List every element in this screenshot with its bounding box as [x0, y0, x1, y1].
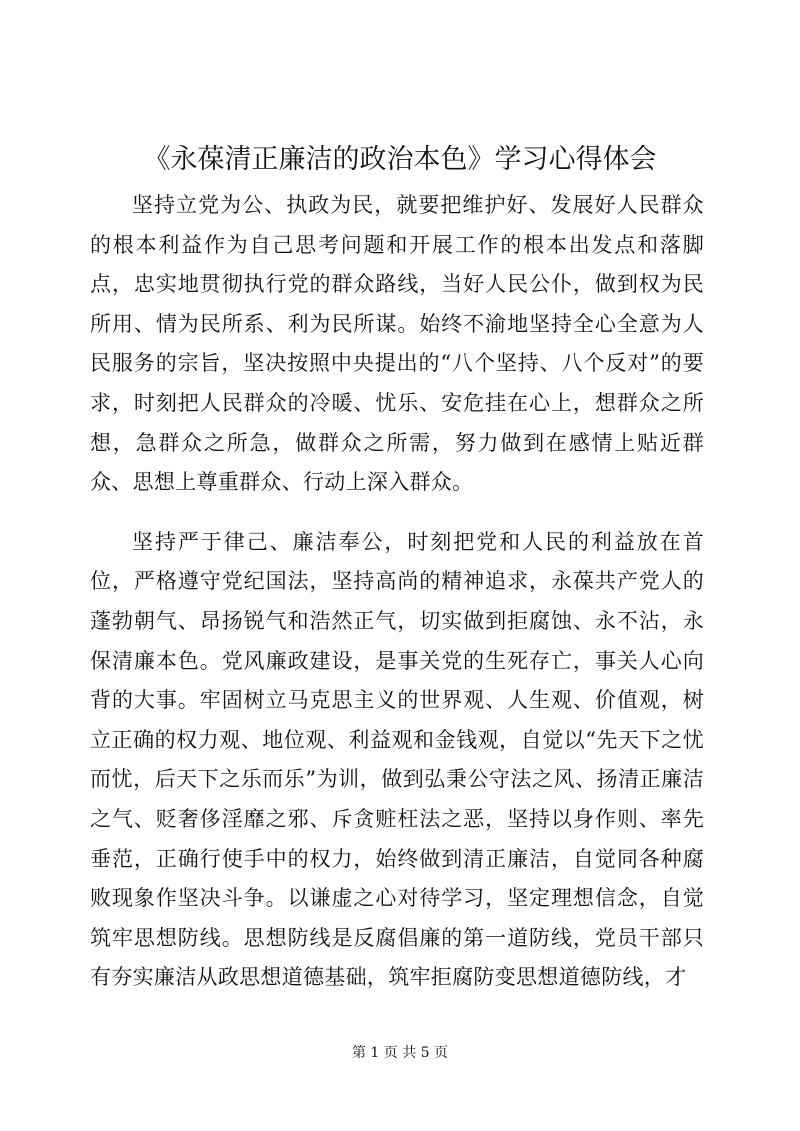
document-title: 《永葆清正廉洁的政治本色》学习心得体会	[143, 144, 657, 175]
paragraph-1: 坚持立党为公、执政为民，就要把维护好、发展好人民群众的根本利益作为自己思考问题和开展工作的根本出发点和落脚点，忠实地贯彻执行党的群众路线，当好人民公仆，做到权为民所用、情为民所系、利为民所谋。始终不渝地坚持全心全意为人民服务的宗旨，坚决按照中央提出的“八个坚持、八个反对”的要求，时刻把人民群众的冷暖、忧乐、安危挂在心上，想群众之所想，急群众之所急，做群众之所需，努力做到在感情上贴近群众、思想上尊重群众、行动上深入群众。	[90, 193, 704, 495]
page-number-footer: 第 1 页 共 5 页	[351, 1045, 449, 1061]
document-body	[90, 186, 704, 998]
paragraph-2: 坚持严于律己、廉洁奉公，时刻把党和人民的利益放在首位，严格遵守党纪国法，坚持高尚的精神追求，永葆共产党人的蓬勃朝气、昂扬锐气和浩然正气，切实做到拒腐蚀、永不沾，永保清廉本色。党风廉政建设，是事关党的生死存亡，事关人心向背的大事。牢固树立马克思主义的世界观、人生观、价值观，树立正确的权力观、地位观、利益观和金钱观，自觉以“先天下之忧而忧，后天下之乐而乐”为训，做到弘秉公守法之风、扬清正廉洁之气、贬奢侈淫靡之邪、斥贪赃枉法之恶，坚持以身作则、率先垂范，正确行使手中的权力，始终做到清正廉洁，自觉同各种腐败现象作坚决斗争。以谦虚之心对待学习，坚定理想信念，自觉筑牢思想防线。思想防线是反腐倡廉的第一道防线，党员干部只有夯实廉洁从政思想道德基础，筑牢拒腐防变思想道德防线，才	[90, 529, 704, 990]
